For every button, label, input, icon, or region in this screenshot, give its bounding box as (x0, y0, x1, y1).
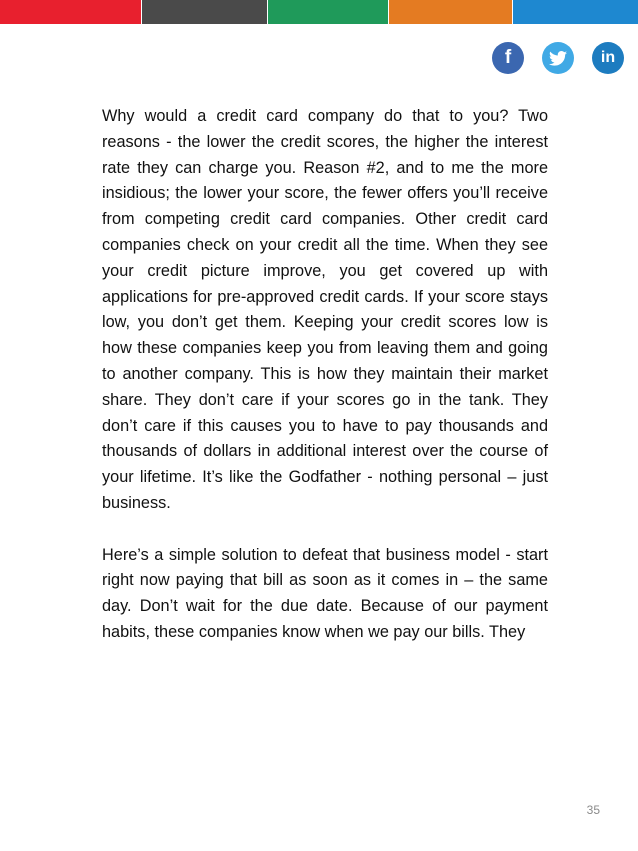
twitter-icon[interactable] (542, 42, 574, 74)
color-segment-gray (142, 0, 267, 24)
color-segment-orange (389, 0, 512, 24)
facebook-letter: f (504, 47, 512, 68)
linkedin-letters: in (600, 49, 616, 66)
body-paragraph-2: Here’s a simple solution to defeat that business model - start right now paying that bill as soon as it comes in – the same day. Don’t wait for the due date. Because of our payment habits, these companies know when we pay our bills. They (102, 545, 548, 641)
page-number: 35 (586, 803, 600, 817)
facebook-icon[interactable] (492, 42, 524, 74)
linkedin-icon[interactable] (592, 42, 624, 74)
twitter-bird-glyph (549, 51, 567, 66)
color-segment-blue (513, 0, 638, 24)
header-color-bar (0, 0, 638, 24)
article-body (102, 104, 548, 646)
social-share-links (492, 42, 624, 74)
color-segment-red (0, 0, 141, 24)
color-segment-green (268, 0, 389, 24)
body-paragraph-1: Why would a credit card company do that to you? Two reasons - the lower the credit scores, the higher the interest rate they can charge you. Reason #2, and to me the more insidious; the lower your score, the fewer offers you’ll receive from competing credit card companies. Other credit card companies check on your credit all the time. When they see your credit picture improve, you get covered up with applications for pre-approved credit cards. If your score stays low, you don’t get them. Keeping your credit scores low is how these companies keep you from leaving them and going to another company. This is how they maintain their market share. They don’t care if your scores go in the tank. They don’t care if this causes you to have to pay thousands and thousands of dollars in additional interest over the course of your lifetime. It’s like the Godfather - nothing personal – just business. (102, 107, 548, 512)
